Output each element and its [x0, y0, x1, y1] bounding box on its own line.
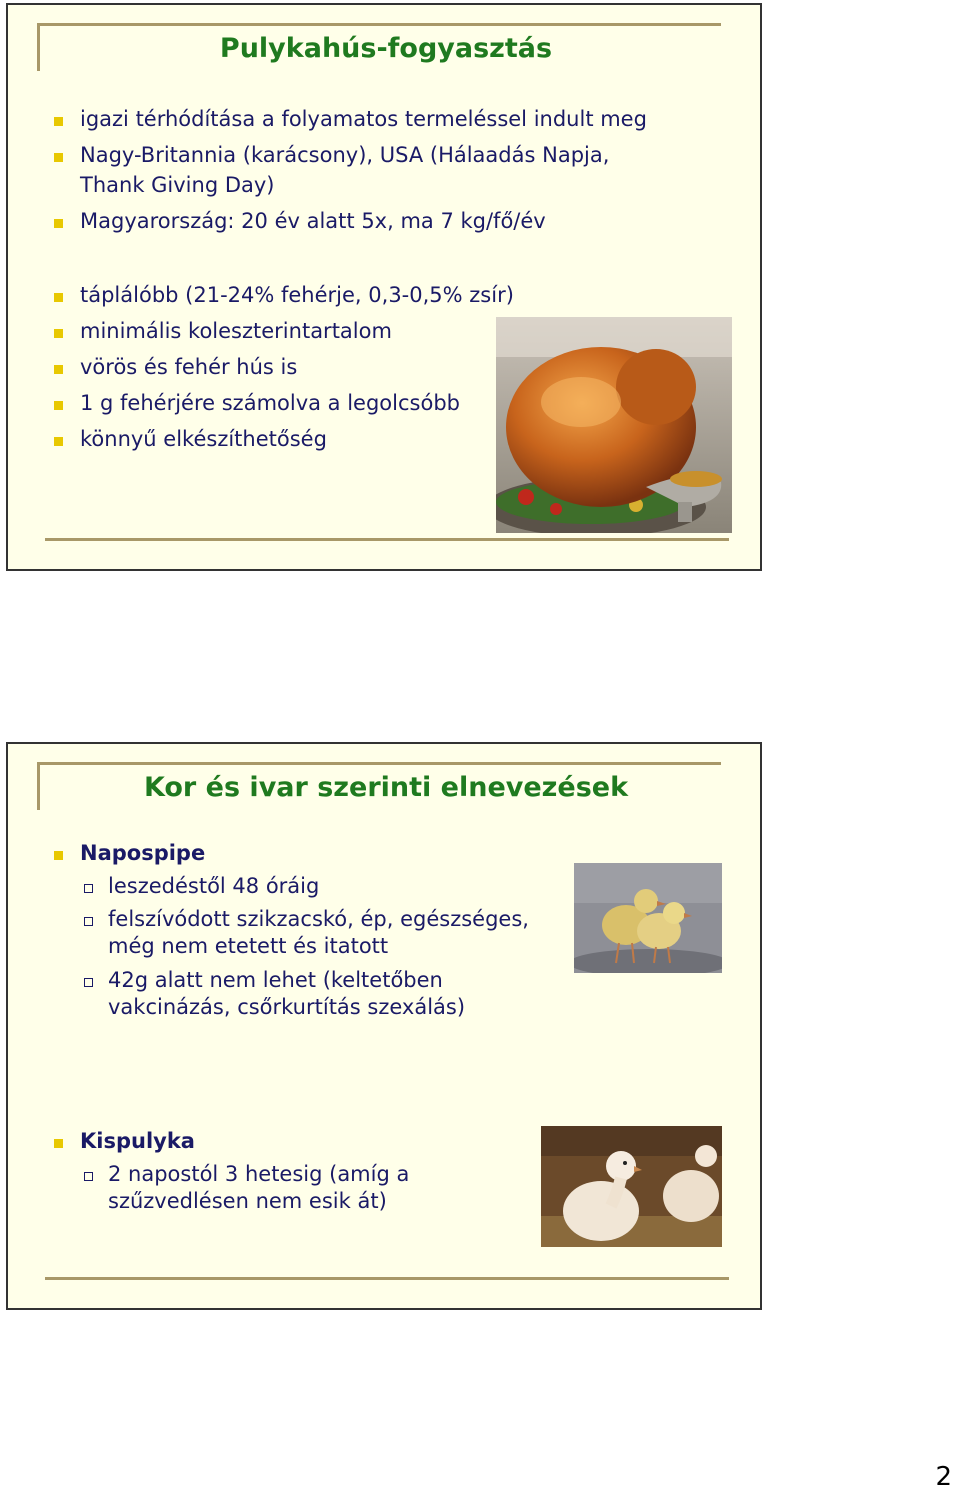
sub-item-text-continued: szűzvedlésen nem esik át) — [108, 1189, 387, 1213]
bullet-icon — [54, 153, 63, 162]
bullet-icon — [54, 851, 63, 860]
bullet-icon — [54, 329, 63, 338]
roast-turkey-photo — [496, 317, 732, 533]
bottom-divider — [45, 538, 729, 541]
bullet-text: könnyű elkészíthetőség — [80, 427, 327, 451]
bullet-text: igazi térhódítása a folyamatos termeléssel indult meg — [80, 107, 647, 131]
bullet-text: vörös és fehér hús is — [80, 355, 298, 379]
sub-item-text: felszívódott szikzacskó, ép, egészséges, — [108, 907, 529, 931]
slide-title: Pulykahús-fogyasztás — [219, 33, 553, 64]
bullet-icon — [54, 1139, 63, 1148]
sub-item-text: 42g alatt nem lehet (keltetőben — [108, 968, 443, 992]
checkbox-bullet-icon — [84, 917, 93, 926]
poults-illustration — [574, 863, 722, 973]
young-turkeys-illustration — [541, 1126, 722, 1247]
sub-item-text-continued: még nem etetett és itatott — [108, 934, 389, 958]
bullet-icon — [54, 365, 63, 374]
day-old-poults-photo — [574, 863, 722, 973]
bullet-text: 1 g fehérjére számolva a legolcsóbb — [80, 391, 460, 415]
sub-item-text: 2 napostól 3 hetesig (amíg a — [108, 1162, 410, 1186]
slide-title: Kor és ivar szerinti elnevezések — [143, 772, 629, 803]
section-heading-kispulyka: Kispulyka — [80, 1129, 195, 1153]
checkbox-bullet-icon — [84, 884, 93, 893]
bullet-text-continued: Thank Giving Day) — [80, 173, 275, 197]
checkbox-bullet-icon — [84, 978, 93, 987]
bullet-text: táplálóbb (21-24% fehérje, 0,3-0,5% zsír) — [80, 283, 514, 307]
checkbox-bullet-icon — [84, 1172, 93, 1181]
bullet-icon — [54, 437, 63, 446]
sub-item-text: leszedéstől 48 óráig — [108, 874, 320, 898]
bullet-icon — [54, 219, 63, 228]
section-heading-napospipe: Napospipe — [80, 841, 206, 865]
bullet-text: Magyarország: 20 év alatt 5x, ma 7 kg/fő/év — [80, 209, 546, 233]
bottom-divider — [45, 1277, 729, 1280]
sub-item-text-continued: vakcinázás, csőrkurtítás szexálás) — [108, 995, 466, 1019]
young-turkeys-photo — [541, 1126, 722, 1247]
page-number: 2 — [935, 1462, 952, 1492]
bullet-icon — [54, 293, 63, 302]
bullet-icon — [54, 401, 63, 410]
roast-turkey-illustration — [496, 317, 732, 533]
slide-turkey-consumption — [6, 3, 762, 571]
slide-naming-by-age-sex — [6, 742, 762, 1310]
bullet-text: Nagy-Britannia (karácsony), USA (Hálaadás Napja, — [80, 143, 610, 167]
bullet-text: minimális koleszterintartalom — [80, 319, 392, 343]
bullet-icon — [54, 117, 63, 126]
